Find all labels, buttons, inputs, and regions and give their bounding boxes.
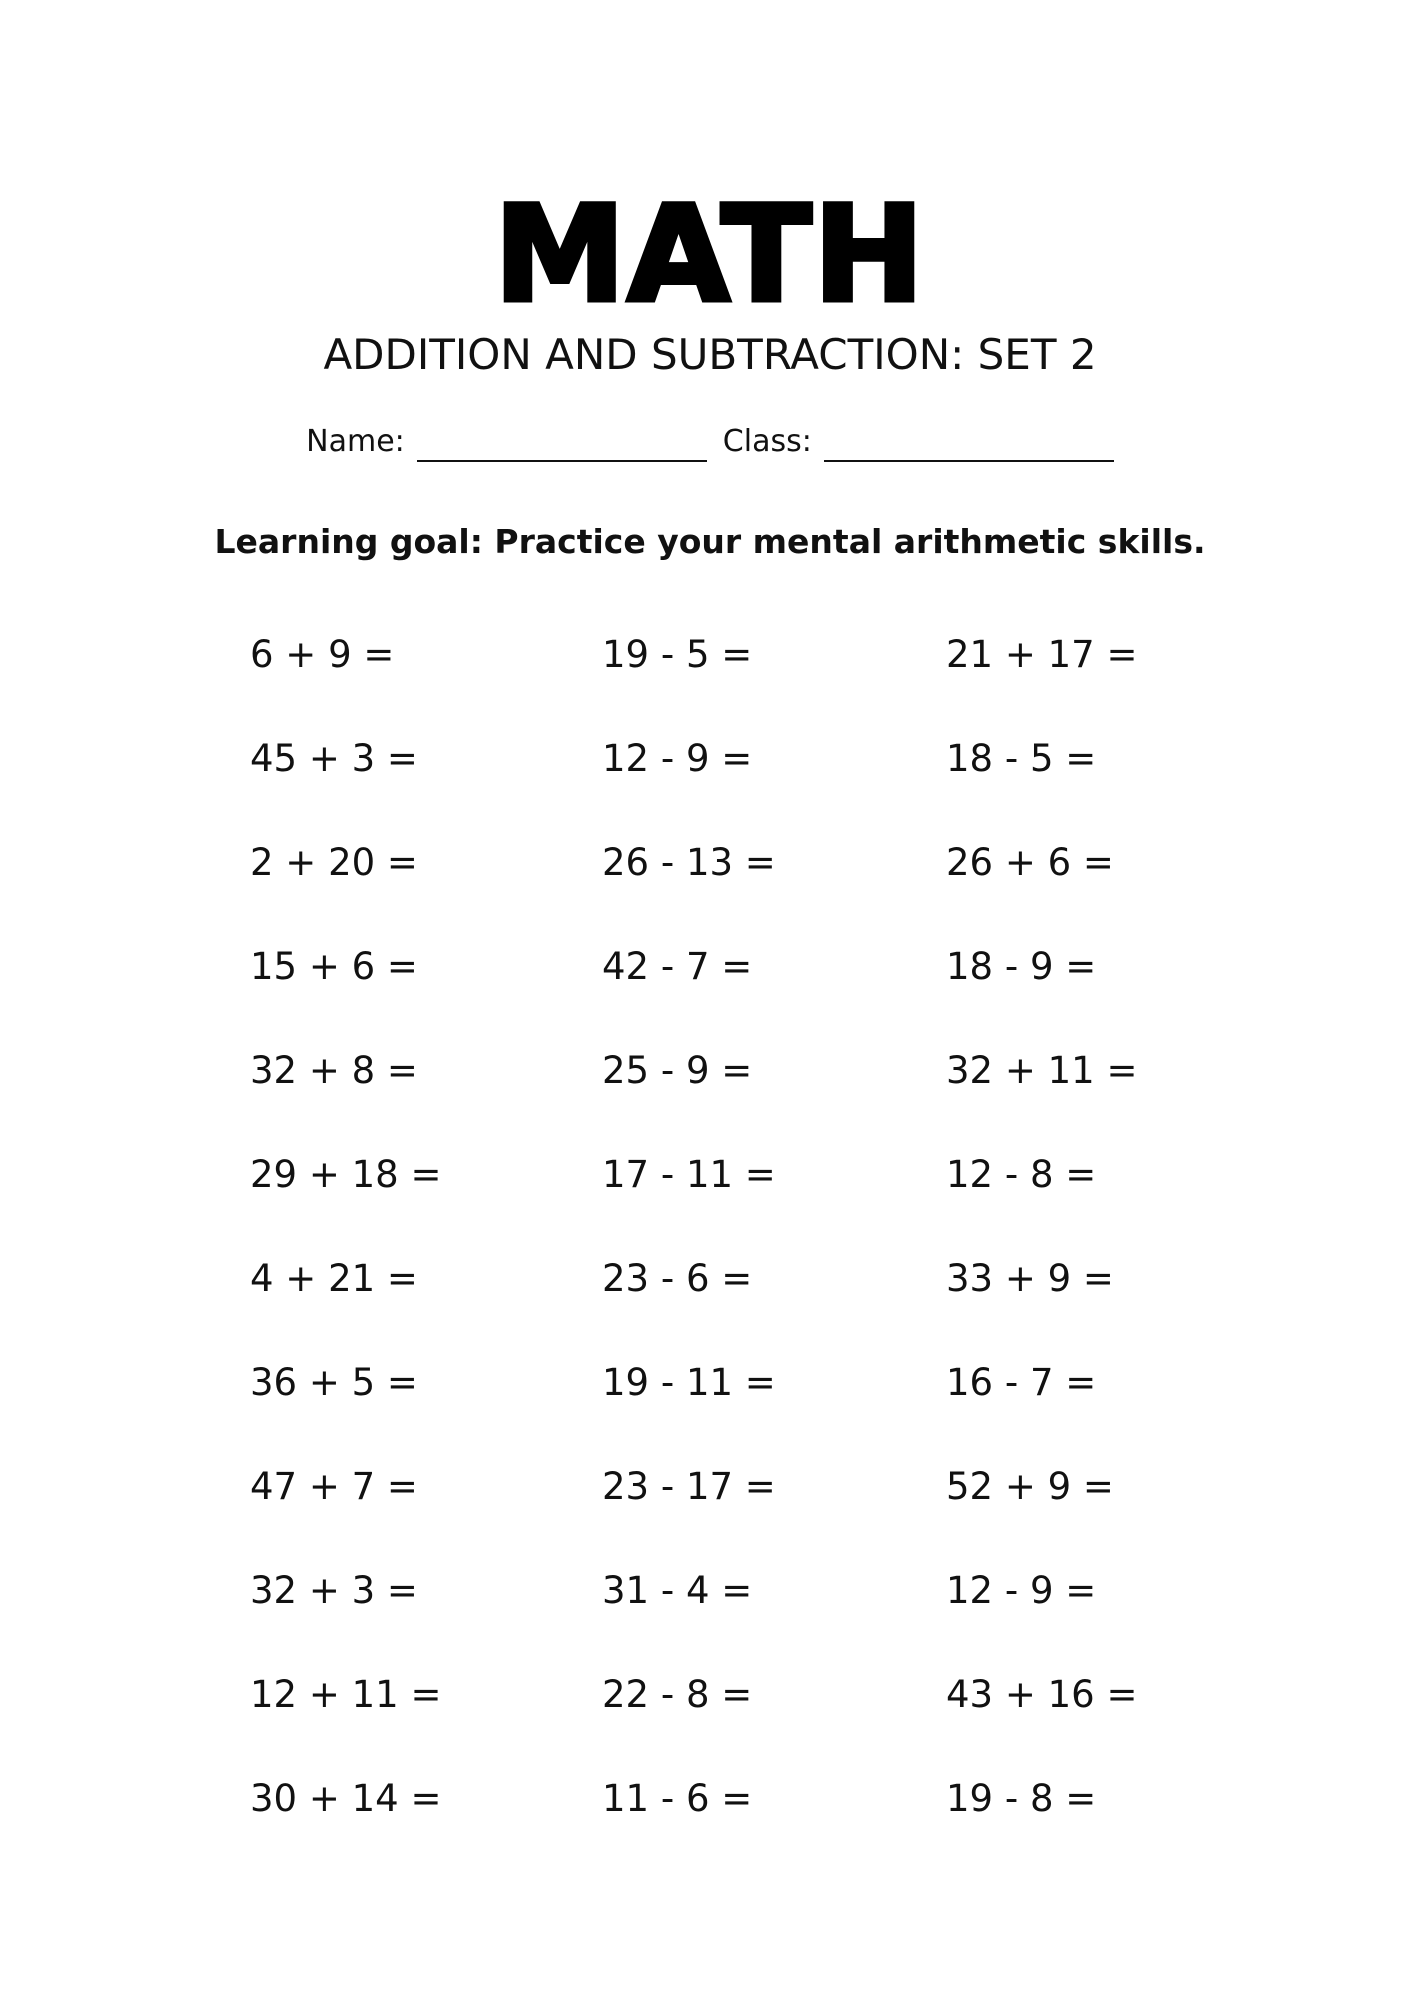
problem-item: 26 - 13 = bbox=[602, 841, 776, 884]
problem-item: 12 - 9 = bbox=[602, 737, 753, 780]
problem-item: 19 - 5 = bbox=[602, 633, 753, 676]
problem-item: 33 + 9 = bbox=[946, 1257, 1114, 1300]
problem-item: 6 + 9 = bbox=[250, 633, 395, 676]
problem-item: 47 + 7 = bbox=[250, 1465, 418, 1508]
problem-row bbox=[0, 1769, 1420, 1829]
problem-item: 26 + 6 = bbox=[946, 841, 1114, 884]
problem-row bbox=[0, 1353, 1420, 1413]
problem-item: 25 - 9 = bbox=[602, 1049, 753, 1092]
problem-item: 32 + 3 = bbox=[250, 1569, 418, 1612]
problem-row bbox=[0, 1457, 1420, 1517]
problem-row bbox=[0, 1665, 1420, 1725]
problem-item: 42 - 7 = bbox=[602, 945, 753, 988]
problem-item: 19 - 11 = bbox=[602, 1361, 776, 1404]
problem-item: 31 - 4 = bbox=[602, 1569, 753, 1612]
problem-item: 17 - 11 = bbox=[602, 1153, 776, 1196]
class-field[interactable] bbox=[824, 426, 1114, 462]
problem-row bbox=[0, 1145, 1420, 1205]
problem-item: 12 - 9 = bbox=[946, 1569, 1097, 1612]
problem-item: 19 - 8 = bbox=[946, 1777, 1097, 1820]
problem-item: 30 + 14 = bbox=[250, 1777, 442, 1820]
problem-item: 18 - 5 = bbox=[946, 737, 1097, 780]
problem-item: 18 - 9 = bbox=[946, 945, 1097, 988]
problem-row bbox=[0, 625, 1420, 685]
problem-row bbox=[0, 1041, 1420, 1101]
problem-item: 29 + 18 = bbox=[250, 1153, 442, 1196]
problem-item: 12 - 8 = bbox=[946, 1153, 1097, 1196]
problem-row bbox=[0, 1249, 1420, 1309]
problem-item: 32 + 11 = bbox=[946, 1049, 1138, 1092]
problem-row bbox=[0, 937, 1420, 997]
problem-item: 2 + 20 = bbox=[250, 841, 418, 884]
problem-item: 12 + 11 = bbox=[250, 1673, 442, 1716]
student-info-row bbox=[0, 422, 1420, 462]
problem-item: 32 + 8 = bbox=[250, 1049, 418, 1092]
problem-item: 43 + 16 = bbox=[946, 1673, 1138, 1716]
problem-item: 11 - 6 = bbox=[602, 1777, 753, 1820]
problem-item: 4 + 21 = bbox=[250, 1257, 418, 1300]
problem-row bbox=[0, 729, 1420, 789]
problem-row bbox=[0, 1561, 1420, 1621]
learning-goal: Learning goal: Practice your mental arithmetic skills. bbox=[214, 522, 1206, 561]
name-field[interactable] bbox=[417, 426, 707, 462]
problem-item: 36 + 5 = bbox=[250, 1361, 418, 1404]
problem-item: 23 - 17 = bbox=[602, 1465, 776, 1508]
problem-row bbox=[0, 833, 1420, 893]
problem-item: 15 + 6 = bbox=[250, 945, 418, 988]
problem-item: 52 + 9 = bbox=[946, 1465, 1114, 1508]
problem-grid bbox=[0, 625, 1420, 1845]
worksheet-title: MATH bbox=[494, 178, 926, 332]
worksheet-subtitle: ADDITION AND SUBTRACTION: SET 2 bbox=[323, 330, 1097, 379]
problem-item: 21 + 17 = bbox=[946, 633, 1138, 676]
problem-item: 45 + 3 = bbox=[250, 737, 418, 780]
class-label: Class: bbox=[722, 424, 812, 459]
problem-item: 23 - 6 = bbox=[602, 1257, 753, 1300]
problem-item: 22 - 8 = bbox=[602, 1673, 753, 1716]
name-label: Name: bbox=[306, 424, 405, 459]
problem-item: 16 - 7 = bbox=[946, 1361, 1097, 1404]
